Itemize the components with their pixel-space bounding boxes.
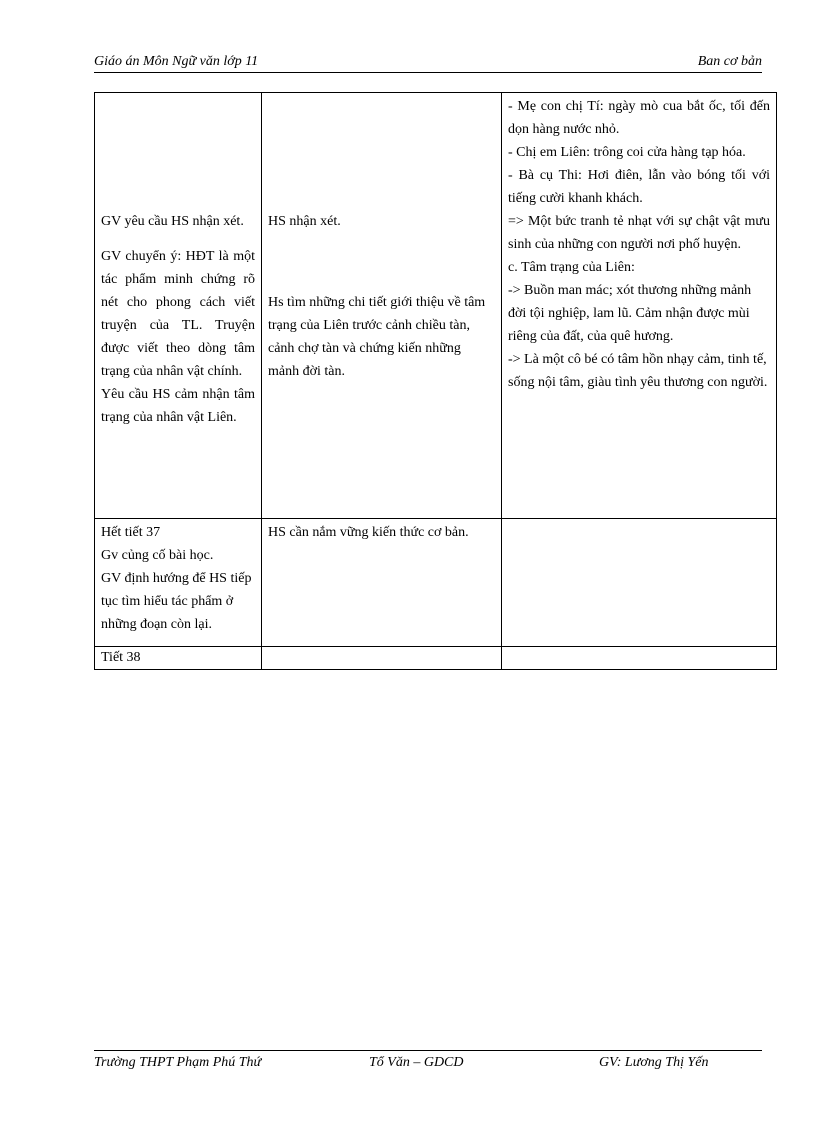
page-header (94, 52, 762, 73)
teacher-text: Yêu cầu HS cảm nhận tâm trạng của nhân vật Liên. (101, 387, 255, 425)
student-activity-cell (262, 519, 502, 647)
content-line: - Chị em Liên: trông coi cửa hàng tạp hóa. (508, 145, 746, 160)
teacher-activity-cell: Tiết 38 (95, 647, 262, 670)
teacher-text: Hết tiết 37 (101, 525, 161, 540)
teacher-text: GV định hướng để HS tiếp tục tìm hiểu tác phẩm ở những đoạn còn lại. (101, 571, 252, 632)
student-text: Hs tìm những chi tiết giới thiệu về tâm trạng của Liên trước cảnh chiều tàn, cảnh chợ tàn và chứng kiến những mảnh đời tàn. (268, 295, 486, 379)
table-row (95, 93, 777, 519)
teacher-text: GV chuyển ý: HĐT là một tác phẩm minh chứng rõ nét cho phong cách viết truyện của TL. Truyện được viết theo dòng tâm trạng của nhân vật chính. (101, 249, 255, 379)
table-row (95, 647, 777, 670)
content-line: => Một bức tranh tẻ nhạt với sự chật vật mưu sinh của những con người nơi phố huyện. (508, 214, 770, 252)
header-program: Ban cơ bản (697, 54, 762, 69)
page-footer (94, 1050, 762, 1075)
student-text: HS cần nắm vững kiến thức cơ bản. (268, 525, 469, 540)
teacher-activity-cell (95, 519, 262, 647)
content-cell (502, 519, 777, 647)
content-line: - Mẹ con chị Tí: ngày mò cua bắt ốc, tối đến dọn hàng nước nhỏ. (508, 99, 770, 137)
footer-department: Tổ Văn – GDCD (369, 1055, 464, 1070)
content-line: -> Buồn man mác; xót thương những mảnh đời tội nghiệp, lam lũ. Cảm nhận được mùi riêng của đất, của quê hương. (508, 283, 752, 344)
content-cell (502, 647, 777, 670)
content-cell (502, 93, 777, 519)
teacher-activity-cell (95, 93, 262, 519)
content-line: - Bà cụ Thi: Hơi điên, lẫn vào bóng tối với tiếng cười khanh khách. (508, 168, 770, 206)
student-text: HS nhận xét. (268, 214, 341, 229)
content-line: c. Tâm trạng của Liên: (508, 260, 635, 275)
footer-school: Trường THPT Phạm Phú Thứ (94, 1055, 262, 1070)
content-line: -> Là một cô bé có tâm hồn nhạy cảm, tinh tế, sống nội tâm, giàu tình yêu thương con người. (508, 352, 768, 390)
table-row (95, 519, 777, 647)
footer-teacher: GV: Lương Thị Yến (599, 1055, 709, 1070)
teacher-text: GV yêu cầu HS nhận xét. (101, 214, 244, 229)
student-activity-cell (262, 93, 502, 519)
lesson-plan-table (94, 92, 777, 670)
teacher-text: Gv củng cố bài học. (101, 548, 214, 563)
header-subject: Giáo án Môn Ngữ văn lớp 11 (94, 54, 259, 69)
student-activity-cell (262, 647, 502, 670)
